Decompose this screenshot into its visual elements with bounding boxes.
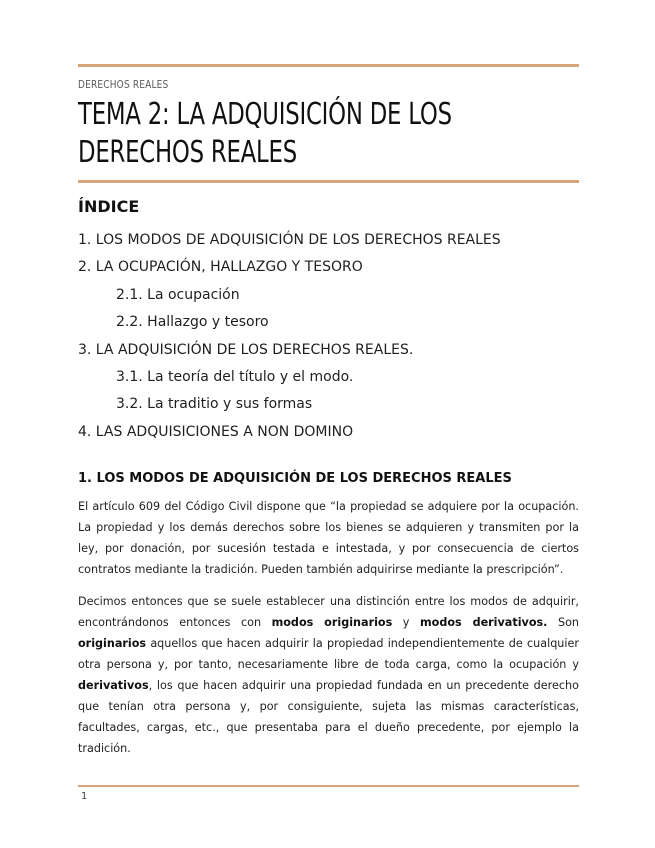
page-number: 1 [81, 791, 88, 802]
toc-item: 1. LOS MODOS DE ADQUISICIÓN DE LOS DERECHOS REALES [78, 232, 501, 248]
bold-term: modos originarios [271, 616, 393, 629]
toc-item: 3. LA ADQUISICIÓN DE LOS DERECHOS REALES. [78, 341, 414, 358]
header-top-rule [78, 64, 579, 67]
toc-item: 4. LAS ADQUISICIONES A NON DOMINO [78, 423, 354, 440]
table-of-contents [78, 227, 579, 446]
toc-subitem: 3.2. La traditio y sus formas [116, 396, 313, 413]
paragraph-text: aquellos que hacen adquirir la propiedad independientemente de cualquier otra persona y, por tanto, necesariamente libre de toda carga, como la ocupación y [78, 637, 579, 671]
paragraph-text: Son [547, 616, 580, 629]
toc-subitem: 3.1. La teoría del título y el modo. [116, 368, 354, 385]
paragraph-text: Decimos entonces que se suele establecer una distinción entre los modos de adquirir, encontrándonos entonces con [78, 595, 579, 629]
page-title: TEMA 2: LA ADQUISICIÓN DE LOS DERECHOS REALES [78, 97, 452, 170]
paragraph-text: y [392, 616, 420, 629]
bold-term: originarios [78, 637, 147, 650]
toc-item: 2. LA OCUPACIÓN, HALLAZGO Y TESORO [78, 259, 363, 276]
footer-rule [78, 785, 579, 787]
paragraph-2 [78, 591, 579, 759]
toc-subitem: 2.1. La ocupación [116, 286, 240, 303]
bold-term: derivativos [78, 679, 149, 692]
section-heading: 1. LOS MODOS DE ADQUISICIÓN DE LOS DERECHOS REALES [78, 471, 512, 486]
index-heading: ÍNDICE [78, 197, 140, 216]
toc-subitem: 2.2. Hallazgo y tesoro [116, 314, 269, 331]
paragraph-text: , los que hacen adquirir una propiedad fundada en un precedente derecho que tenían otra persona y, por consiguiente, sujeta las mismas características, facultades, cargas, etc., que presentaba para el dueño precedente, por ejemplo la tradición. [78, 679, 579, 755]
paragraph-1: El artículo 609 del Código Civil dispone que “la propiedad se adquiere por la ocupación. La propiedad y los demás derechos sobre los bienes se adquieren y transmiten por la ley, por donación, por sucesión testada e intestada, y por consecuencia de ciertos contratos mediante la tradición. Pueden también adquirirse mediante la prescripción”. [78, 500, 579, 576]
header-bottom-rule [78, 180, 579, 183]
subject-label: DERECHOS REALES [78, 78, 169, 91]
bold-term: modos derivativos. [419, 616, 548, 629]
